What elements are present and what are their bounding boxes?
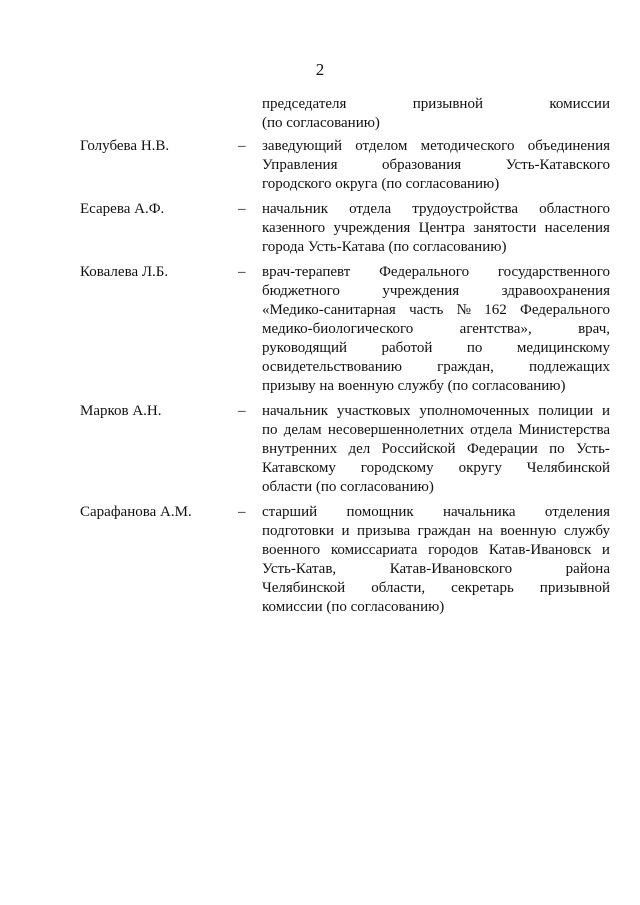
word: населения	[544, 220, 610, 236]
word: освидетельствованию	[262, 359, 402, 375]
member-entry	[0, 263, 640, 396]
member-entry	[0, 503, 640, 617]
word: граждан,	[437, 359, 494, 375]
text-line	[262, 459, 610, 478]
text-line	[262, 200, 610, 219]
dash-separator: –	[238, 138, 246, 154]
word: городскому	[360, 460, 434, 476]
word: руководящий	[262, 340, 348, 356]
word: Федерального	[379, 264, 470, 280]
word: уполномоченных	[419, 403, 530, 419]
word: по	[466, 340, 483, 356]
word: медико-биологического	[262, 321, 414, 337]
word: помощник	[346, 504, 414, 520]
word: Федерального	[519, 302, 610, 318]
word: призывной	[412, 96, 483, 112]
word: городов	[428, 542, 479, 558]
dash-separator: –	[238, 403, 246, 419]
continuation-block	[0, 95, 640, 133]
word: Катав-Ивановского	[389, 561, 513, 577]
word: работой	[381, 340, 433, 356]
text-line	[262, 282, 610, 301]
word: врач,	[578, 321, 610, 337]
word: и	[601, 403, 610, 419]
member-name: Марков А.Н.	[80, 403, 162, 419]
word: старший	[262, 504, 318, 520]
word: занятости	[473, 220, 537, 236]
word: участковых	[336, 403, 411, 419]
dash-separator: –	[238, 201, 246, 217]
member-position	[262, 137, 610, 194]
member-name: Сарафанова А.М.	[80, 504, 192, 520]
word: секретарь	[451, 580, 514, 596]
text-line	[262, 358, 610, 377]
word: Усть-Катав,	[262, 561, 337, 577]
word: отдела	[349, 201, 392, 217]
word: района	[565, 561, 610, 577]
member-name: Ковалева Л.Б.	[80, 264, 169, 280]
word: подлежащих	[529, 359, 610, 375]
text-line	[262, 263, 610, 282]
word: по	[262, 422, 278, 438]
text-line	[262, 579, 610, 598]
word: начальника	[443, 504, 516, 520]
word: делам	[283, 422, 322, 438]
word: отдела	[470, 422, 513, 438]
word: внутренних	[262, 441, 338, 457]
word: по	[549, 441, 565, 457]
text-line	[262, 156, 610, 175]
text-line	[262, 95, 610, 114]
word: здравоохранения	[501, 283, 610, 299]
member-position	[262, 402, 610, 497]
member-name: Голубева Н.В.	[80, 138, 170, 154]
word: агентства»,	[459, 321, 532, 337]
member-entry	[0, 402, 640, 497]
word: областного	[539, 201, 610, 217]
word: Катавскому	[262, 460, 336, 476]
text-line: призыву на военную службу (по согласованию)	[262, 378, 566, 394]
text-line	[262, 339, 610, 358]
word: Усть-	[576, 441, 610, 457]
word: часть	[409, 302, 444, 318]
continuation-text	[262, 95, 610, 133]
text-line	[262, 560, 610, 579]
commission-list	[0, 95, 640, 623]
word: военного	[262, 542, 321, 558]
word: трудоустройства	[412, 201, 519, 217]
word: комиссариата	[330, 542, 418, 558]
word: начальник	[262, 403, 329, 419]
word: учреждения	[382, 283, 460, 299]
text-line	[262, 522, 610, 541]
text-line	[262, 219, 610, 238]
word: военную	[500, 523, 557, 539]
word: Управления	[262, 157, 338, 173]
member-position	[262, 263, 610, 396]
member-name: Есарева А.Ф.	[80, 201, 165, 217]
text-line	[262, 301, 610, 320]
word: Российской	[381, 441, 456, 457]
word: Челябинской	[526, 460, 610, 476]
word: округу	[458, 460, 502, 476]
word: учреждения	[333, 220, 411, 236]
word: Катав-Ивановск	[488, 542, 592, 558]
text-line	[262, 320, 610, 339]
word: бюджетного	[262, 283, 340, 299]
text-line	[262, 421, 610, 440]
member-position	[262, 200, 610, 257]
word: заведующий	[262, 138, 342, 154]
member-position	[262, 503, 610, 617]
word: образования	[382, 157, 462, 173]
text-line	[262, 402, 610, 421]
text-line: комиссии (по согласованию)	[262, 599, 445, 615]
word: полиции	[538, 403, 594, 419]
text-line	[262, 503, 610, 522]
word: Федерации	[466, 441, 538, 457]
word: граждан	[417, 523, 471, 539]
word: подготовки	[262, 523, 335, 539]
text-line: городского округа (по согласованию)	[262, 176, 500, 192]
word: Челябинской	[262, 580, 346, 596]
word: Министерства	[518, 422, 610, 438]
word: Усть-Катавского	[505, 157, 610, 173]
word: «Медико-санитарная	[262, 302, 396, 318]
word: дел	[348, 441, 371, 457]
word: объединения	[527, 138, 610, 154]
text-line: области (по согласованию)	[262, 479, 434, 495]
text-line	[262, 137, 610, 156]
word: государственного	[497, 264, 610, 280]
word: методического	[420, 138, 515, 154]
text-line	[262, 440, 610, 459]
page-number: 2	[315, 60, 325, 79]
word: начальник	[262, 201, 329, 217]
word: врач-терапевт	[262, 264, 351, 280]
word: Центра	[418, 220, 466, 236]
text-line: (по согласованию)	[262, 115, 380, 131]
word: председателя	[262, 96, 347, 112]
word: службу	[563, 523, 610, 539]
word: несовершеннолетних	[327, 422, 464, 438]
dash-separator: –	[238, 264, 246, 280]
word: 162	[484, 302, 507, 318]
word: и	[341, 523, 350, 539]
word: области,	[371, 580, 426, 596]
word: на	[478, 523, 493, 539]
word: медицинскому	[516, 340, 610, 356]
word: №	[456, 302, 471, 318]
word: призывной	[539, 580, 610, 596]
member-entry	[0, 137, 640, 194]
word: комиссии	[549, 96, 610, 112]
text-line	[262, 541, 610, 560]
text-line: города Усть-Катава (по согласованию)	[262, 239, 507, 255]
word: отделения	[544, 504, 610, 520]
member-entry	[0, 200, 640, 257]
dash-separator: –	[238, 504, 246, 520]
word: и	[601, 542, 610, 558]
word: отделом	[355, 138, 408, 154]
word: призыва	[357, 523, 411, 539]
word: казенного	[262, 220, 326, 236]
